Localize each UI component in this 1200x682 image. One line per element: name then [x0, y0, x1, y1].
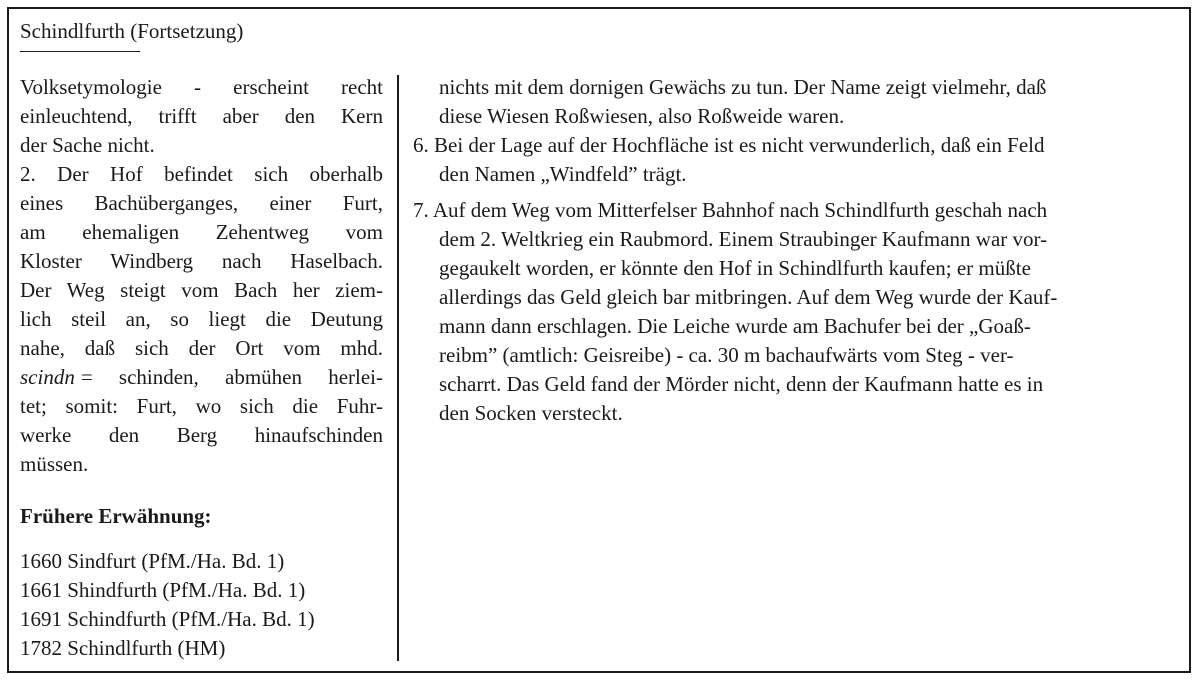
left-text-line: lich steil an, so liegt die Deutung [20, 307, 383, 331]
left-text-line: am ehemaligen Zehentweg vom [20, 220, 383, 244]
page-title: Schindlfurth (Fortsetzung) [20, 19, 244, 43]
right-text-line: nichts mit dem dornigen Gewächs zu tun. Der Name zeigt vielmehr, daß [439, 75, 1047, 99]
right-text-line: den Socken versteckt. [439, 401, 623, 425]
left-text-line: nahe, daß sich der Ort vom mhd. [20, 336, 383, 360]
right-text-line: 6. Bei der Lage auf der Hochfläche ist es nicht verwunderlich, daß ein Feld [413, 133, 1045, 157]
right-text-line: diese Wiesen Roßwiesen, also Roßweide waren. [439, 104, 845, 128]
left-text-line: Der Weg steigt vom Bach her ziem- [20, 278, 383, 302]
left-text-line: 2. Der Hof befindet sich oberhalb [20, 162, 383, 186]
italic-term: scindn [20, 365, 75, 389]
mention-item: 1660 Sindfurt (PfM./Ha. Bd. 1) [20, 549, 285, 573]
document-frame [7, 7, 1191, 673]
left-text-line: einleuchtend, trifft aber den Kern [20, 104, 383, 128]
right-text-line: mann dann erschlagen. Die Leiche wurde am Bachufer bei der „Goaß- [439, 314, 1031, 338]
left-text-line: eines Bachüberganges, einer Furt, [20, 191, 383, 215]
right-text-line: dem 2. Weltkrieg ein Raubmord. Einem Straubinger Kaufmann war vor- [439, 227, 1048, 251]
left-text-line: tet; somit: Furt, wo sich die Fuhr- [20, 394, 383, 418]
right-text-line: 7. Auf dem Weg vom Mitterfelser Bahnhof nach Schindlfurth geschah nach [413, 198, 1048, 222]
left-text-line: Volksetymologie - erscheint recht [20, 75, 383, 99]
left-text-line: der Sache nicht. [20, 133, 155, 157]
left-text-line: = schinden, abmühen herlei- [80, 365, 383, 389]
section-heading: Frühere Erwähnung: [20, 504, 212, 528]
right-text-line: allerdings das Geld gleich bar mitbringen. Auf dem Weg wurde der Kauf- [439, 285, 1058, 309]
left-text-line: Kloster Windberg nach Haselbach. [20, 249, 383, 273]
mention-item: 1661 Shindfurth (PfM./Ha. Bd. 1) [20, 578, 306, 602]
right-text-line: gegaukelt worden, er könnte den Hof in Schindlfurth kaufen; er müßte [439, 256, 1031, 280]
title-underline [20, 51, 140, 52]
right-text-line: den Namen „Windfeld” trägt. [439, 162, 687, 186]
left-text-line: werke den Berg hinaufschinden [20, 423, 383, 447]
mention-item: 1782 Schindlfurth (HM) [20, 636, 226, 660]
left-text-line-italic [20, 363, 383, 391]
column-divider [397, 75, 399, 661]
mention-item: 1691 Schindfurth (PfM./Ha. Bd. 1) [20, 607, 315, 631]
right-text-line: reibm” (amtlich: Geisreibe) - ca. 30 m bachaufwärts vom Steg - ver- [439, 343, 1014, 367]
left-text-line: müssen. [20, 452, 89, 476]
right-text-line: scharrt. Das Geld fand der Mörder nicht, denn der Kaufmann hatte es in [439, 372, 1044, 396]
